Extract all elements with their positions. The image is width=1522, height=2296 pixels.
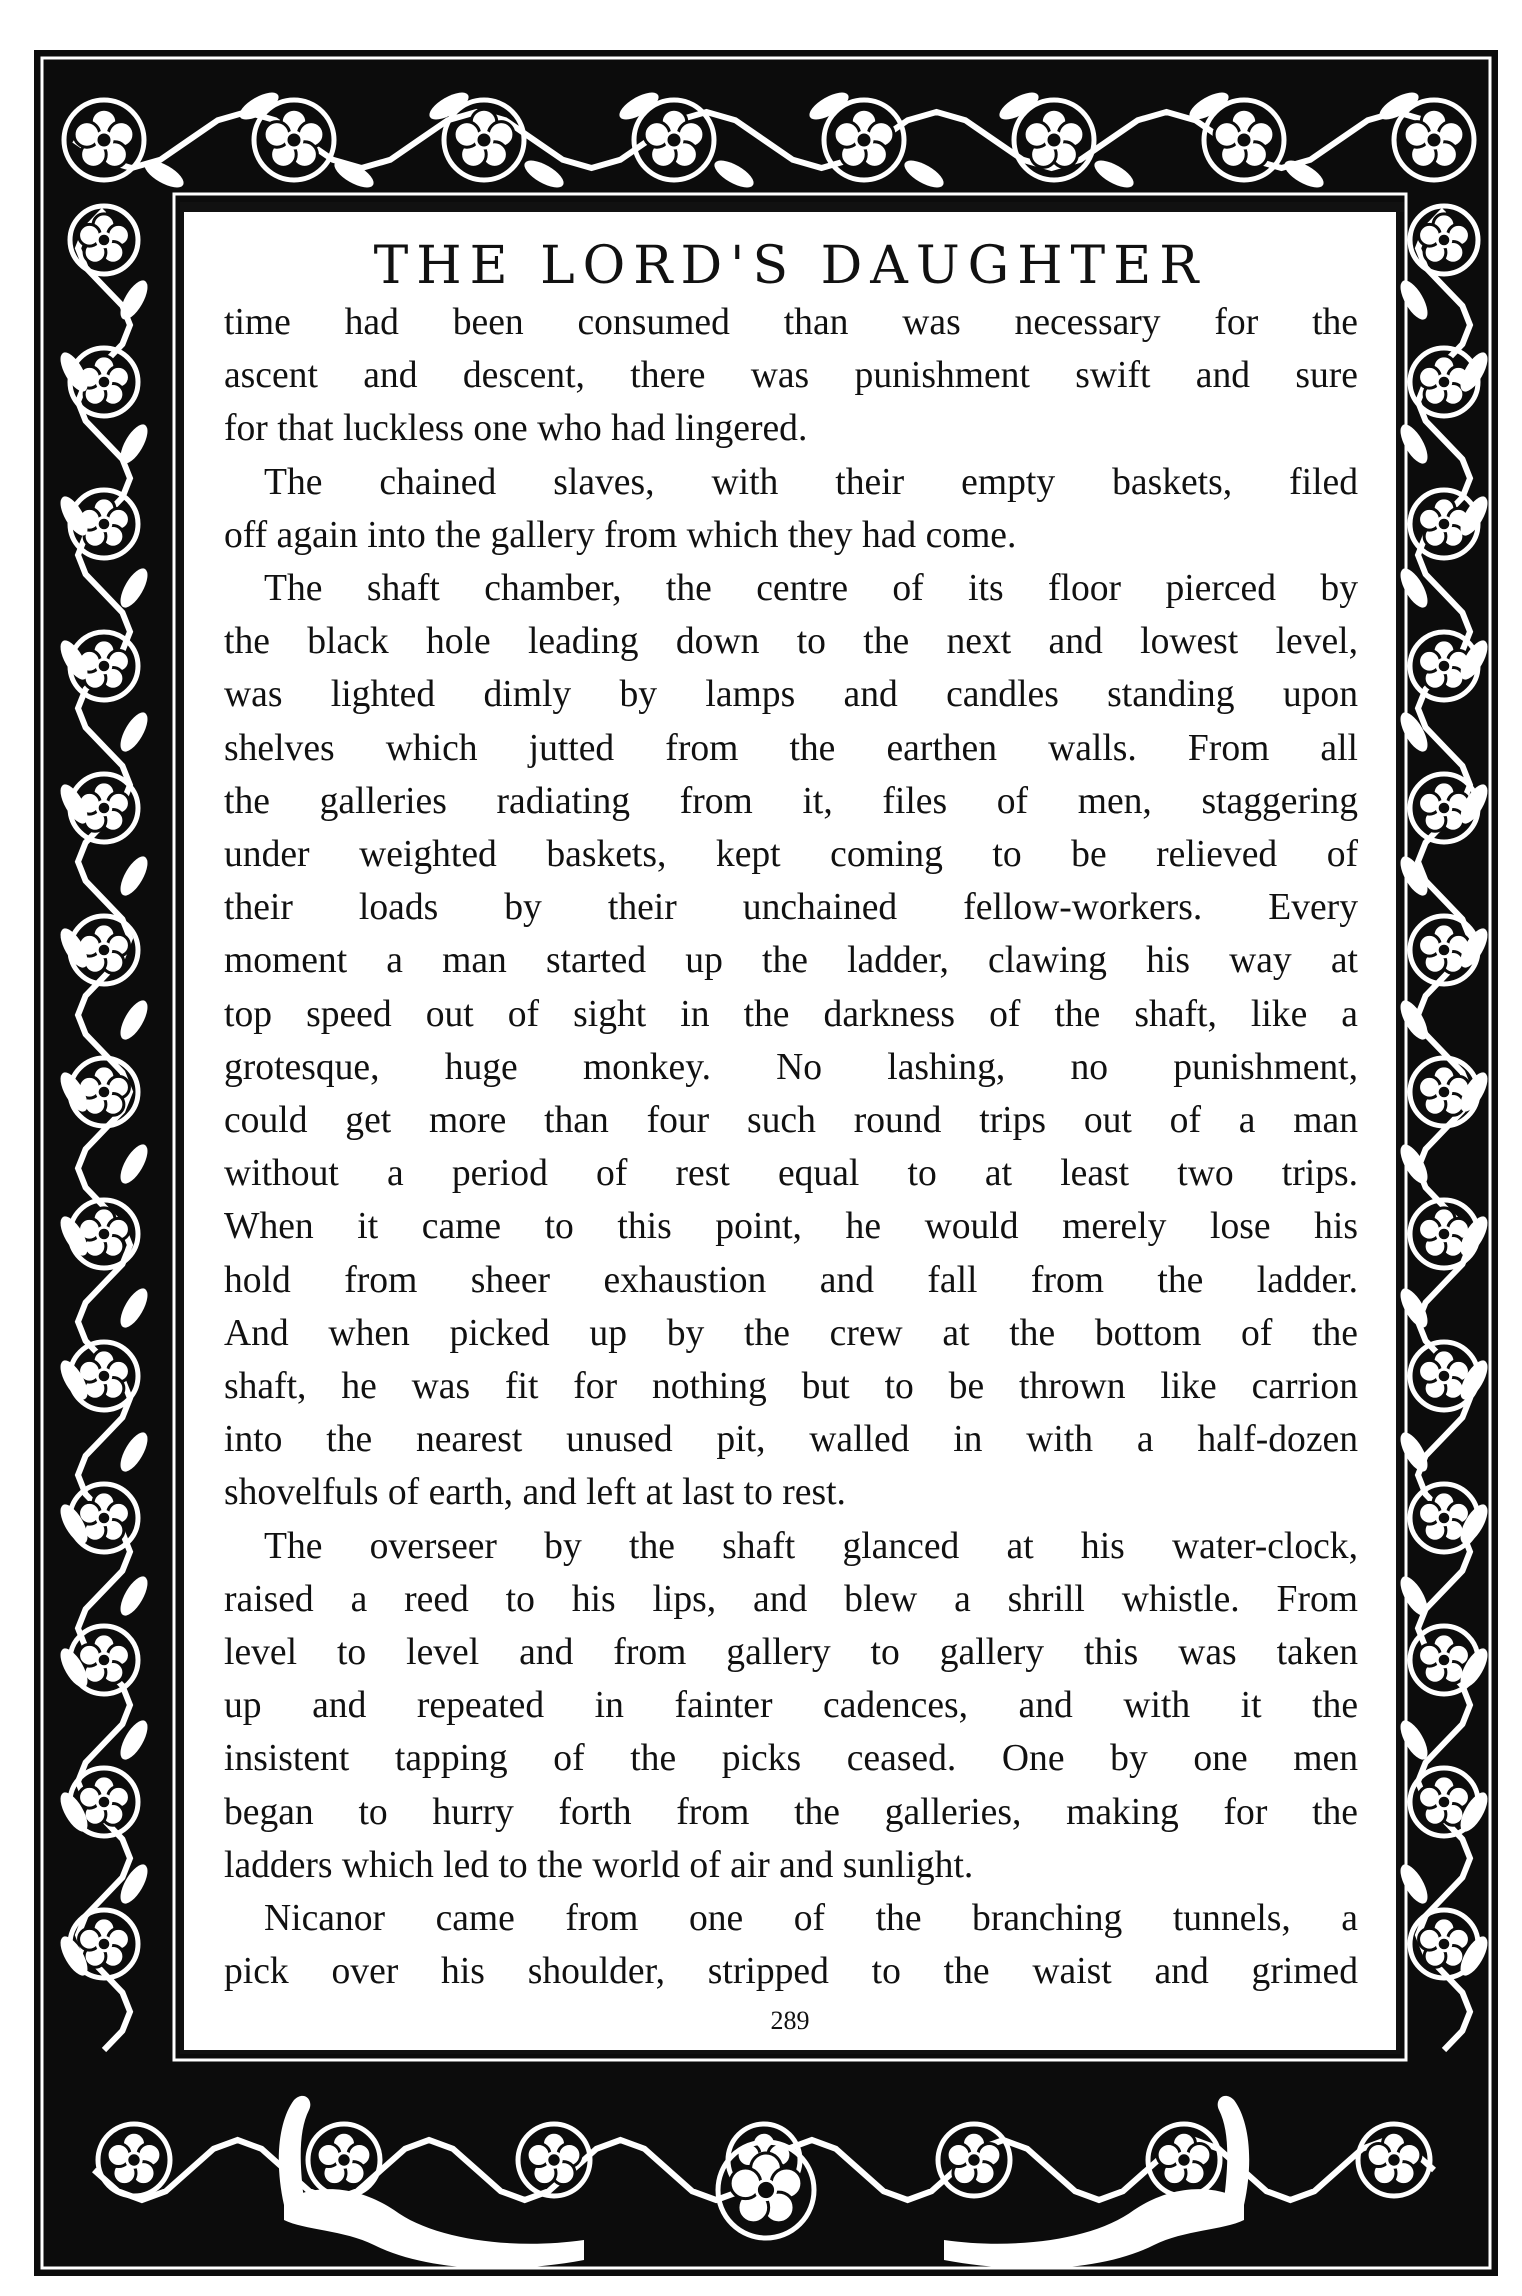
text-line: top speed out of sight in the darkness of the shaft, like a bbox=[224, 993, 1358, 1035]
text-line: The overseer by the shaft glanced at his water-clock, bbox=[264, 1525, 1358, 1567]
text-line: into the nearest unused pit, walled in with a half-dozen bbox=[224, 1419, 1358, 1461]
text-line: the black hole leading down to the next and lowest level, bbox=[224, 621, 1358, 663]
text-line: the galleries radiating from it, files of men, staggering bbox=[224, 780, 1358, 822]
text-line: shovelfuls of earth, and left at last to rest. bbox=[224, 1472, 846, 1514]
text-line: raised a reed to his lips, and blew a shrill whistle. From bbox=[224, 1578, 1358, 1620]
text-line: without a period of rest equal to at least two trips. bbox=[224, 1153, 1358, 1195]
page-title: THE LORD'S DAUGHTER bbox=[373, 236, 1207, 296]
text-line: for that luckless one who had lingered. bbox=[224, 408, 808, 450]
text-line: could get more than four such round trips out of a man bbox=[224, 1100, 1358, 1142]
text-line: hold from sheer exhaustion and fall from the ladder. bbox=[224, 1259, 1358, 1301]
text-line: their loads by their unchained fellow-workers. Every bbox=[224, 887, 1358, 929]
text-line: grotesque, huge monkey. No lashing, no punishment, bbox=[224, 1046, 1358, 1088]
text-line: pick over his shoulder, stripped to the waist and grimed bbox=[224, 1951, 1358, 1993]
text-line: began to hurry forth from the galleries, making for the bbox=[224, 1791, 1358, 1833]
panel-top-rule bbox=[180, 202, 1404, 212]
text-line: The shaft chamber, the centre of its floor pierced by bbox=[264, 568, 1358, 610]
text-line: under weighted baskets, kept coming to be relieved of bbox=[224, 834, 1358, 876]
text-line: And when picked up by the crew at the bottom of the bbox=[224, 1312, 1358, 1354]
text-line: ascent and descent, there was punishment swift and sure bbox=[224, 355, 1358, 397]
text-line: ladders which led to the world of air and sunlight. bbox=[224, 1844, 974, 1886]
text-line: time had been consumed than was necessary for the bbox=[224, 302, 1358, 343]
text-line: Nicanor came from one of the branching tunnels, a bbox=[264, 1898, 1358, 1940]
text-line: When it came to this point, he would merely lose his bbox=[224, 1206, 1358, 1248]
page-number: 289 bbox=[770, 2006, 810, 2035]
page-body bbox=[224, 296, 1358, 1999]
text-panel bbox=[180, 202, 1400, 2054]
text-line: was lighted dimly by lamps and candles standing upon bbox=[224, 674, 1358, 716]
text-line: shelves which jutted from the earthen walls. From all bbox=[224, 727, 1358, 769]
text-line: The chained slaves, with their empty baskets, filed bbox=[264, 461, 1358, 503]
text-line: shaft, he was fit for nothing but to be thrown like carrion bbox=[224, 1366, 1358, 1408]
text-line: off again into the gallery from which they had come. bbox=[224, 514, 1017, 556]
text-line: moment a man started up the ladder, clawing his way at bbox=[224, 940, 1358, 982]
text-line: up and repeated in fainter cadences, and with it the bbox=[224, 1685, 1358, 1727]
text-line: level to level and from gallery to gallery this was taken bbox=[224, 1632, 1358, 1674]
text-line: insistent tapping of the picks ceased. One by one men bbox=[224, 1738, 1358, 1780]
